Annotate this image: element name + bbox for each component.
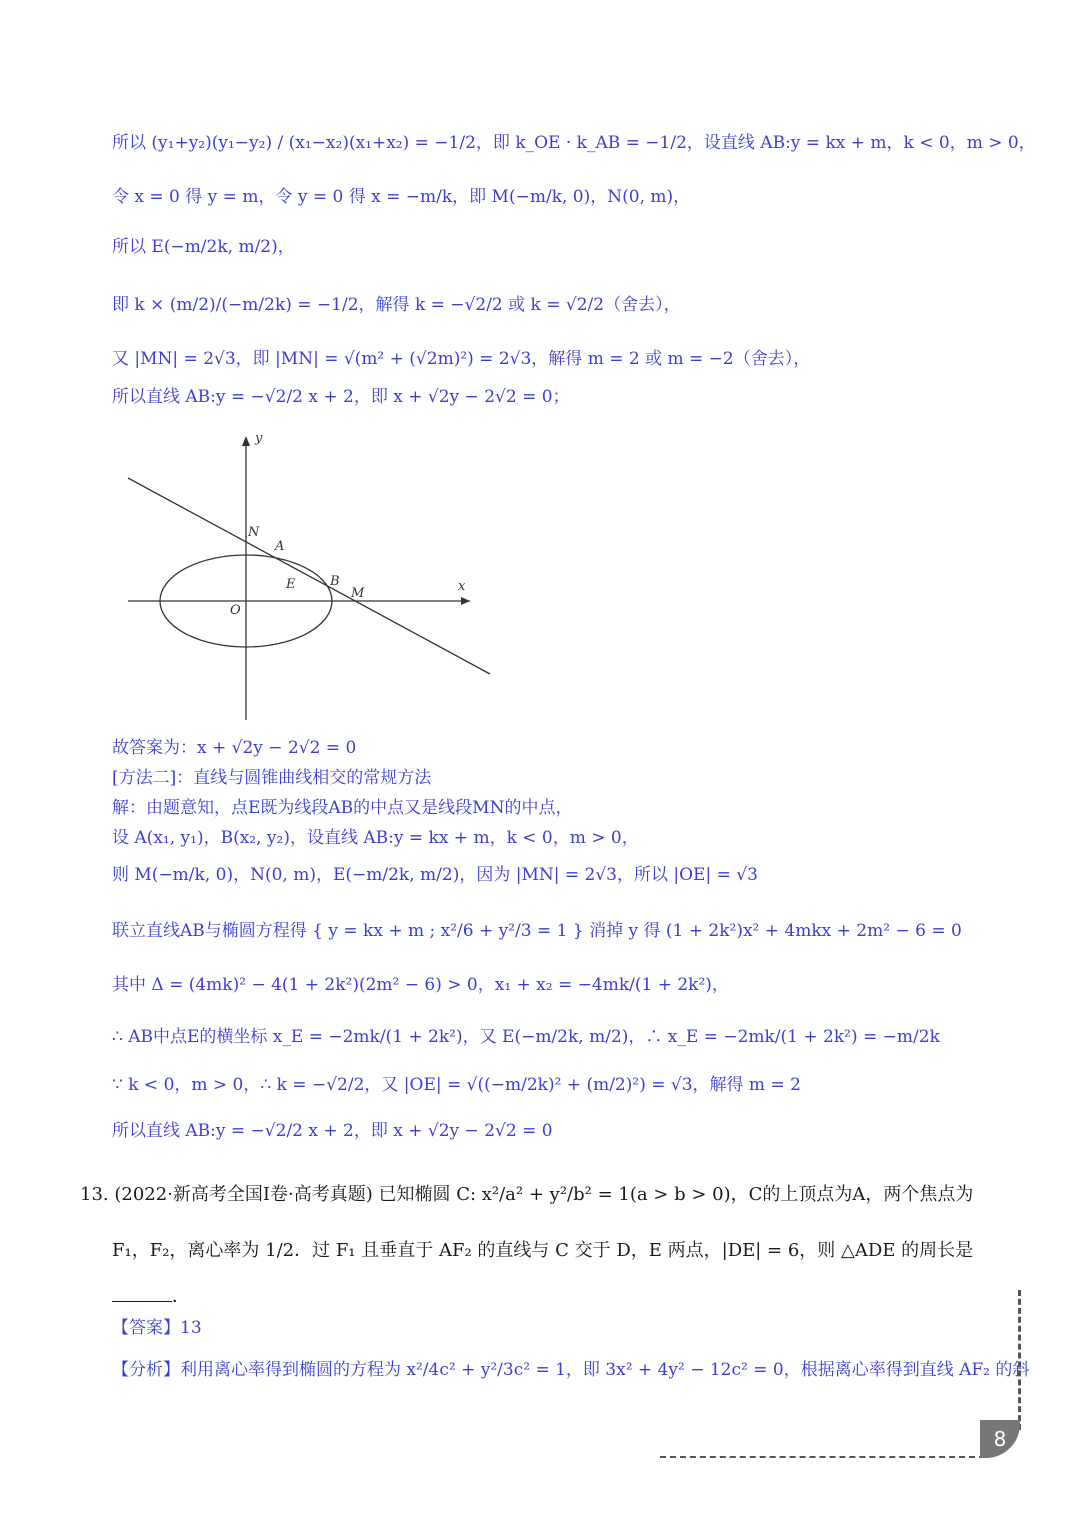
method2-line-5: 则 M(−m/k, 0)，N(0, m)，E(−m/2k, m/2)，因为 |MN| = 2√3，所以 |OE| = √3 [112, 865, 758, 885]
solution-line-4: 即 k × (m/2)/(−m/2k) = −1/2，解得 k = −√2/2 或 k = √2/2（舍去）， [112, 295, 681, 315]
problem-13-line-2: F₁，F₂，离心率为 1/2．过 F₁ 且垂直于 AF₂ 的直线与 C 交于 D，E 两点，|DE| = 6，则 △ADE 的周长是 [112, 1240, 974, 1261]
answer-tag: 【答案】 [112, 1318, 180, 1338]
answer-line [112, 1313, 202, 1338]
origin-label: O [230, 603, 241, 618]
method2-line-3: 解：由题意知，点E既为线段AB的中点又是线段MN的中点， [112, 798, 573, 818]
method2-line-6: 联立直线AB与椭圆方程得 { y = kx + m ; x²/6 + y²/3 = 1 } 消掉 y 得 (1 + 2k²)x² + 4mkx + 2m² − 6 = 0 [112, 921, 962, 941]
method2-line-7: 其中 Δ = (4mk)² − 4(1 + 2k²)(2m² − 6) > 0，x₁ + x₂ = −4mk/(1 + 2k²)， [112, 975, 729, 995]
problem-13-period: ． [172, 1286, 190, 1307]
page-corner-dashed-vertical [1018, 1290, 1021, 1430]
method2-line-1: 故答案为：x + √2y − 2√2 = 0 [112, 738, 357, 758]
point-a-label: A [275, 539, 285, 554]
solution-line-1: 所以 (y₁+y₂)(y₁−y₂) / (x₁−x₂)(x₁+x₂) = −1/2，即 k_OE · k_AB = −1/2，设直线 AB:y = kx + m，k < 0，m > 0， [112, 133, 1036, 153]
solution-line-6: 所以直线 AB:y = −√2/2 x + 2，即 x + √2y − 2√2 = 0； [112, 387, 570, 407]
answer-value: 13 [180, 1318, 202, 1338]
x-axis-label: x [458, 579, 466, 594]
analysis-text: 利用离心率得到椭圆的方程为 x²/4c² + y²/3c² = 1，即 3x² + 4y² − 12c² = 0，根据离心率得到直线 AF₂ 的斜 [180, 1360, 1030, 1380]
solution-line-5: 又 |MN| = 2√3，即 |MN| = √(m² + (√2m)²) = 2√3，解得 m = 2 或 m = −2（舍去）， [112, 349, 811, 369]
method2-line-4: 设 A(x₁, y₁)，B(x₂, y₂)，设直线 AB:y = kx + m，k < 0，m > 0， [112, 828, 639, 848]
problem-13-line-1: 13. (2022·新高考全国Ⅰ卷·高考真题) 已知椭圆 C: x²/a² + y²/b² = 1(a > b > 0)，C的上顶点为A，两个焦点为 [80, 1184, 974, 1205]
method2-line-10: 所以直线 AB:y = −√2/2 x + 2，即 x + √2y − 2√2 = 0 [112, 1121, 553, 1141]
method2-line-8: ∴ AB中点E的横坐标 x_E = −2mk/(1 + 2k²)，又 E(−m/2k, m/2)，∴ x_E = −2mk/(1 + 2k²) = −m/2k [112, 1027, 940, 1047]
answer-blank [112, 1283, 172, 1302]
solution-line-2: 令 x = 0 得 y = m，令 y = 0 得 x = −m/k，即 M(−m/k, 0)，N(0, m)， [112, 187, 691, 207]
solution-line-3: 所以 E(−m/2k, m/2)， [112, 237, 295, 257]
point-m-label: M [351, 586, 365, 601]
page-corner-dashed-horizontal [660, 1456, 985, 1458]
point-e-label: E [286, 577, 296, 592]
method2-line-9: ∵ k < 0，m > 0，∴ k = −√2/2，又 |OE| = √((−m/2k)² + (m/2)²) = √3，解得 m = 2 [112, 1075, 801, 1095]
ellipse-line-figure [120, 428, 500, 728]
problem-13-line-3 [112, 1282, 190, 1308]
analysis-line [112, 1355, 1029, 1380]
page-number: 8 [993, 1427, 1007, 1451]
point-b-label: B [330, 574, 340, 589]
y-axis-label: y [255, 431, 263, 446]
analysis-tag: 【分析】 [112, 1360, 180, 1380]
point-n-label: N [248, 525, 260, 540]
page-number-tab [980, 1420, 1020, 1458]
method2-line-2: [方法二]：直线与圆锥曲线相交的常规方法 [112, 768, 432, 788]
